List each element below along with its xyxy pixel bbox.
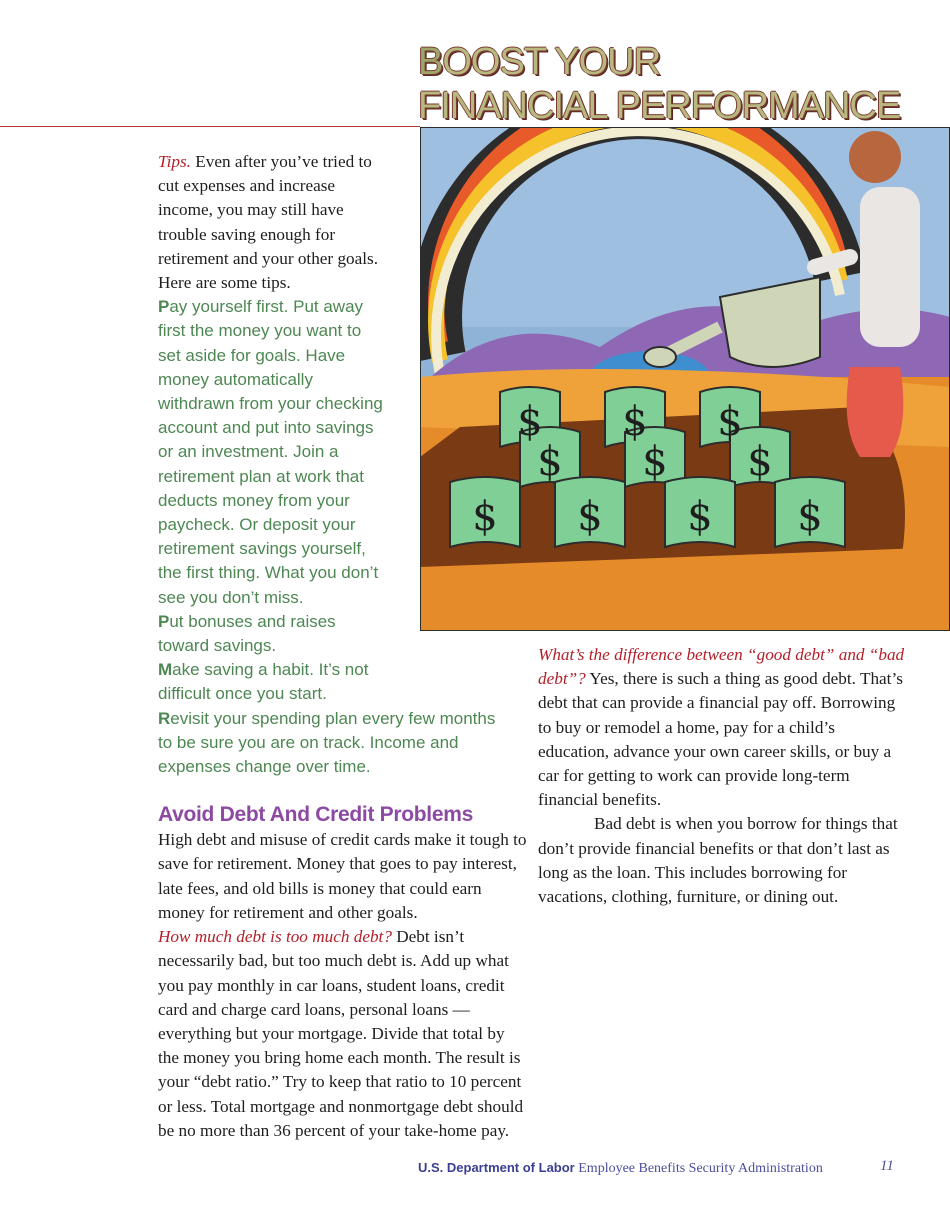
dollar-sign-icon: $: [797, 494, 823, 540]
question-label: What’s the difference between “good debt” and “bad debt”?: [538, 645, 905, 689]
page-number: 11: [880, 1158, 894, 1174]
tip-item: [158, 658, 386, 706]
dollar-sign-icon: $: [717, 399, 743, 445]
section-heading: Avoid Debt And Credit Problems: [158, 803, 473, 827]
tips-intro: [158, 150, 388, 295]
footer-agency: Employee Benefits Security Administration: [578, 1161, 823, 1176]
title-drop-cap: B: [418, 41, 443, 83]
dollar-sign-icon: $: [642, 439, 668, 485]
question-label: How much debt is too much debt?: [158, 927, 392, 947]
tip-item: [158, 295, 386, 610]
header-rule: [0, 126, 420, 127]
right-column: [538, 643, 910, 909]
tip-item: [158, 610, 386, 658]
title-line-2: FINANCIAL PERFORMANCE: [418, 85, 901, 127]
left-column: [158, 150, 528, 1143]
tip-drop-cap: R: [158, 708, 171, 728]
answer-text: Yes, there is such a thing as good debt. That’s debt that can provide a financial pay off. Borrowing to buy or remodel a home, pay for a child’s education, advance your own career skills, or buy a car for getting to work can provide long-term financial benefits.: [538, 669, 903, 810]
answer-text: Debt isn’t necessarily bad, but too much debt is. Add up what you pay monthly in car loans, student loans, credit card and charge card loans, personal loans — everything but your mortgage. Divide that total by the money you bring home each month. The result is your “debt ratio.” Try to keep that ratio to 10 percent or less. Total mortgage and nonmortgage debt should be no more than 36 percent of your take-home pay.: [158, 927, 524, 1140]
dollar-sign-icon: $: [687, 494, 713, 540]
bad-debt-paragraph: Bad debt is when you borrow for things that don’t provide financial benefits or that don’t last as long as the loan. This includes borrowing for vacations, clothing, furniture, or dining out.: [538, 814, 898, 907]
tip-drop-cap: P: [158, 611, 170, 631]
dollar-sign-icon: $: [747, 439, 773, 485]
debt-question-2: [538, 643, 910, 812]
dollar-sign-icon: $: [517, 399, 543, 445]
title-line-1: OOST YOUR: [442, 41, 661, 83]
dollar-sign-icon: $: [537, 439, 563, 485]
tip-text: ake saving a habit. It’s not difficult once you start.: [158, 660, 369, 704]
footer: [418, 1160, 823, 1177]
tip-text: evisit your spending plan every few months to be sure you are on track. Income and expenses change over time.: [158, 708, 496, 777]
dollar-sign-icon: $: [472, 494, 498, 540]
page-title: [418, 40, 900, 128]
dollar-sign-icon: $: [622, 399, 648, 445]
tips-intro-text: Even after you’ve tried to cut expenses and increase income, you may still have trouble saving enough for retirement and your other goals. Here are some tips.: [158, 152, 379, 293]
tip-text: ut bonuses and raises toward savings.: [158, 611, 336, 656]
tip-text: ay yourself first. Put away first the money you want to set aside for goals. Have money automatically withdrawn from your checking account and put into savings or an investment. Join a retirement plan at work that deducts money from your paycheck. Or deposit your retirement savings yourself, the first thing. What you don’t see you don’t miss.: [158, 297, 383, 607]
debt-question-1: [158, 925, 528, 1143]
debt-intro-paragraph: High debt and misuse of credit cards make it tough to save for retirement. Money that goes to pay interest, late fees, and old bills is money that could earn money for retirement and other goals.: [158, 830, 527, 922]
tip-drop-cap: M: [158, 660, 173, 680]
footer-department: U.S. Department of Labor: [418, 1160, 575, 1175]
tip-item: [158, 707, 503, 780]
tip-drop-cap: P: [158, 297, 170, 317]
dollar-sign-icon: $: [577, 494, 603, 540]
tips-label: Tips.: [158, 152, 191, 171]
